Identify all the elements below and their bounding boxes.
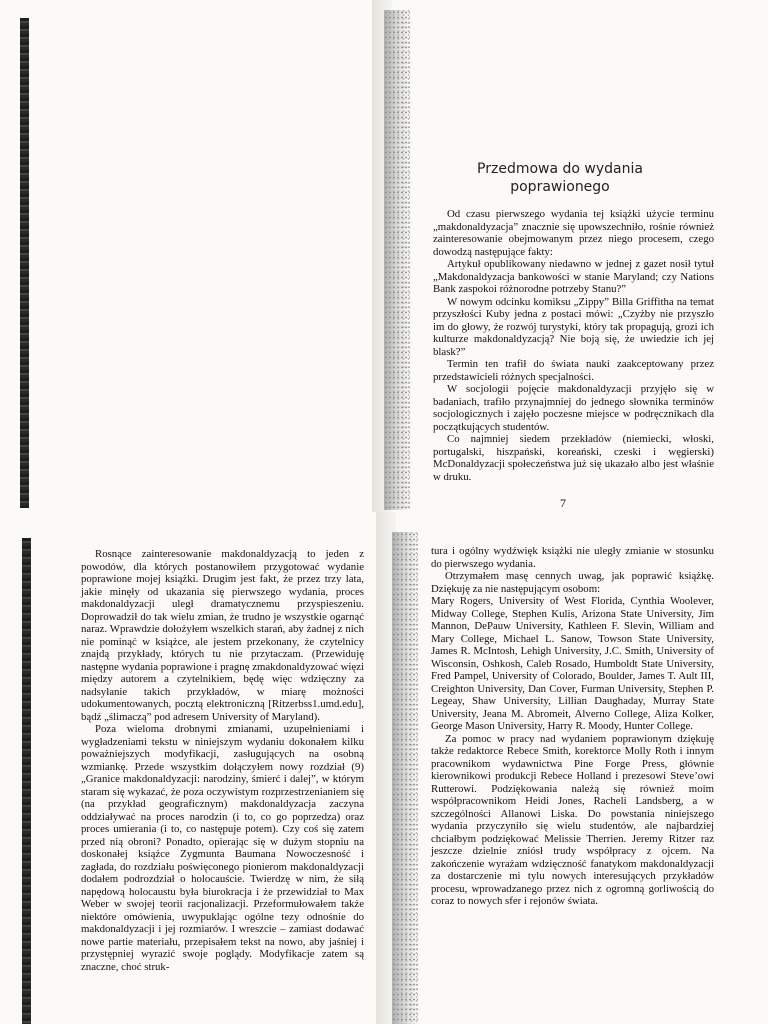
paragraph: tura i ogólny wydźwięk książki nie uległy zmianie w stosunku do pierwszego wydania. — [431, 545, 714, 570]
left-column-text — [81, 548, 364, 973]
preface-title-line2: poprawionego — [510, 179, 610, 195]
scan-noise-edge — [384, 10, 410, 510]
paragraph: Artykuł opublikowany niedawno w jednej z gazet nosił tytuł „Makdonaldyzacja bankowości w stanie Maryland; czy Nations Bank zaspokoi różnorodne potrzeby Stanu?” — [433, 258, 714, 295]
right-column-text — [431, 545, 714, 908]
paragraph: Poza wieloma drobnymi zmianami, uzupełnieniami i wygładzeniami tekstu w niniejszym wydaniu dokonałem kilku poważniejszych modyfikacji, zasługujących na osobną wzmiankę. Przede wszystkim dołączyłem nowy rozdział (9) „Granice makdonaldyzacji: narodziny, śmierć i dalej”, w którym staram się wykazać, że poza oczywistym rozprzestrzenianiem się (na przykład geograficznym) makdonaldyzacja zaczyna oddziaływać na proces narodzin (i to, co go poprzedza) oraz proces umierania (i to, co następuje potem). Czy coś się zatem przed nią obroni? Ponadto, opierając się w dużym stopniu na doskonałej książce Zygmunta Baumana Nowoczesność i zagłada, do rozdziału poświęconego pionierom makdonaldyzacji dodałem podrozdział o holocauście. Twierdzę w nim, że siłą napędową holocaustu była biurokracja i że przewidział to Max Weber w swojej teorii racjonalizacji. Przeformułowałem także niektóre omówienia, uwypuklając ogólne tezy odnośnie do makdonaldyzacji i jej rozmiarów. I wreszcie – zamiast dodawać nowe partie materiału, przepisałem tekst na nowo, aby jaśniej i przystępniej wyrazić swoje poglądy. Modyfikacje zatem są znaczne, choć struk- — [81, 723, 364, 973]
paragraph: W nowym odcinku komiksu „Zippy” Billa Griffitha na temat przyszłości Kuby jedna z postaci mówi: „Czyżby nie przyszło im do głowy, że rozwój turystyki, który tak propagują, grozi ich kulturze makdonaldyzacją? Nie boją się, że uwiedzie ich jej blask?” — [433, 295, 714, 358]
paragraph: Za pomoc w pracy nad wydaniem poprawionym dziękuję także redaktorce Rebece Smith, korektorce Molly Roth i innym pracownikom wydawnictwa Pine Forge Press, głównie kierownikowi produkcji Rebece Holland i prezesowi Steve’owi Rutterowi. Podziękowania należą się również moim współpracownikom Heidi Jones, Racheli Landsberg, a w szczególności Allanowi Liska. Do powstania niniejszego wydania przyczyniło się wielu studentów, ale najbardziej chciałbym podziękować Melissie Therrien. Jeremy Ritzer raz jeszcze dzielnie zniósł trudy współpracy z ojcem. Na zakończenie wyrażam wdzięczność fanatykom makdonaldyzacji za dostarczenie mi tylu nowych interesujących przykładów procesu, wprowadzanego przez nich z ogromną gorliwością do coraz to nowych sfer i rejonów świata. — [431, 732, 714, 907]
paragraph: Otrzymałem masę cennych uwag, jak poprawić książkę. Dziękuję za nie następującym osobom: — [431, 570, 714, 595]
preface-title — [430, 160, 690, 196]
page-edge-shadow — [20, 18, 29, 508]
paragraph: Co najmniej siedem przekładów (niemiecki, włoski, portugalski, hiszpański, koreański, czeski i węgierski) McDonaldyzacji społeczeństwa już się ukazało albo jest właśnie w druku. — [433, 433, 714, 483]
preface-title-line1: Przedmowa do wydania — [477, 161, 643, 177]
paragraph: W socjologii pojęcie makdonaldyzacji przyjęło się w badaniach, trafiło przynajmniej do jednego słownika terminów socjologicznych i zajęło poczesne miejsce w podręcznikach dla początkujących studentów. — [433, 383, 714, 433]
scan-noise-edge — [392, 532, 418, 1024]
paragraph: Rosnące zainteresowanie makdonaldyzacją to jeden z powodów, dla których postanowiłem przygotować wydanie poprawione mojej książki. Drugim jest fakt, że przez trzy lata, jakie minęły od ukazania się pierwszego wydania, proces makdonaldyzacji uległ dramatycznemu przyspieszeniu. Doprowadził do tak wielu zmian, że trudno je wszystkie ogarnąć naraz. Wprawdzie dołożyłem wszelkich starań, aby żadnej z nich nie pominąć w książce, ale jestem przekonany, że czytelnicy znajdą przykłady, których tu nie przytaczam. (Przewiduję następne wydania poprawione i pragnę zmakdonaldyzować więzi między autorem a czytelnikiem, będę więc wdzięczny za nadsyłanie takich przykładów, w miarę możności udokumentowanych, pocztą elektroniczną [Ritzerbss1.umd.edu], bądź „ślimaczą” pod adresem University of Maryland). — [81, 548, 365, 723]
preface-text — [433, 208, 714, 483]
page-edge-shadow — [22, 538, 31, 1024]
paragraph: Mary Rogers, University of West Florida, Cynthia Woolever, Midway College, Stephen Kulis, Arizona State University, Jim Mannon, DePauw University, Kathleen F. Slevin, William and Mary College, Michael L. Sanow, Towson State University, James R. McIntosh, Lehigh University, J.C. Smith, University of Wisconsin, Oshkosh, Caleb Rosado, Humboldt State University, Fred Pampel, University of Colorado, Boulder, James T. Ault III, Creighton University, Dan Cover, Furman University, Stephen P. Legeay, Shaw University, Lillian Daughaday, Murray State University, Jeana M. Abromeit, Alverno College, Aliza Kolker, George Mason University, Harry R. Moody, Hunter College. — [431, 595, 714, 732]
page-number: 7 — [560, 496, 566, 510]
paragraph: Od czasu pierwszego wydania tej książki użycie terminu „makdonaldyzacja” znacznie się upowszechniło, rośnie również zainteresowanie obejmowanym przez niego procesem, czego dowodzą następujące fakty: — [433, 208, 714, 258]
paragraph: Termin ten trafił do świata nauki zaakceptowany przez przedstawicieli różnych specjalności. — [433, 358, 714, 383]
top-left-page — [0, 0, 384, 512]
